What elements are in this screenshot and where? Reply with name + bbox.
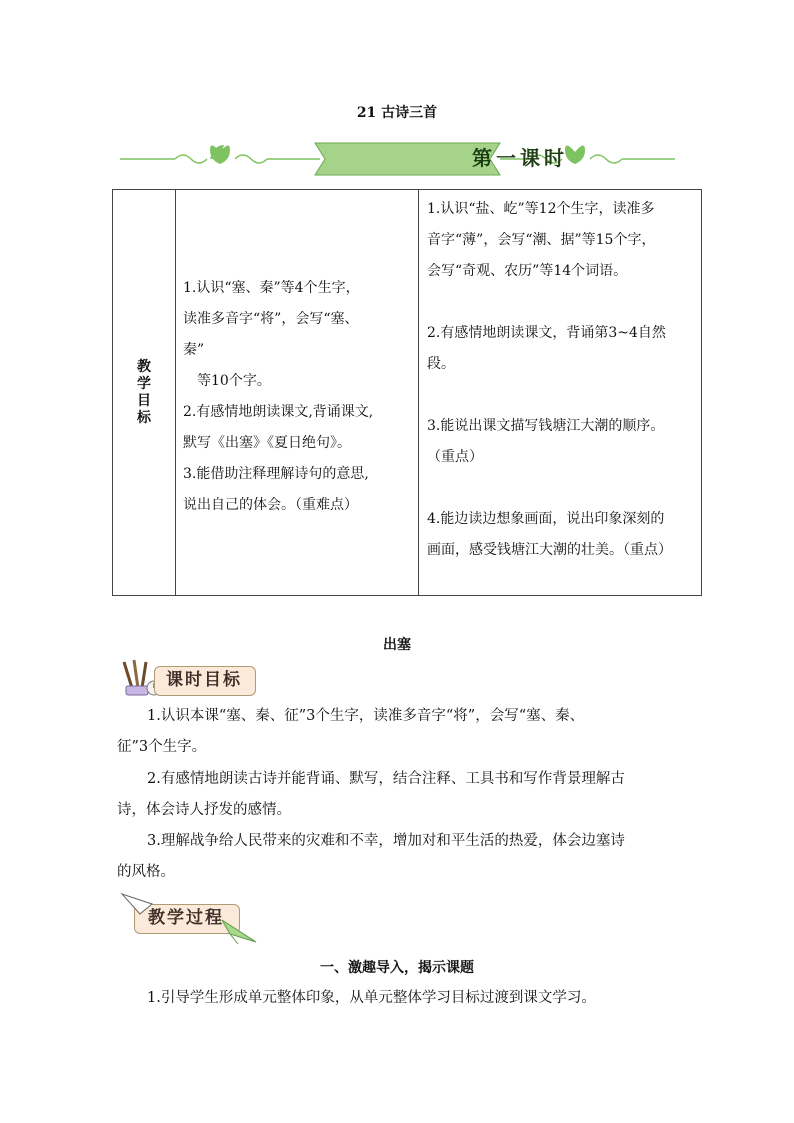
goal-line: 1.认识本课“塞、秦、征”3个生字，读准多音字“将”，会写“塞、秦、 <box>147 708 585 724</box>
objective-line: 1.认识“盐、屹”等12个生字，读准多 <box>427 201 655 217</box>
lesson-banner <box>120 138 675 180</box>
table-row-header-cell <box>113 190 176 596</box>
lesson-goals-label: 课时目标 <box>166 670 242 690</box>
goal-line: 2.有感情地朗读古诗并能背诵、默写，结合注释、工具书和写作背景理解古 <box>147 771 625 787</box>
goal-item <box>117 701 680 763</box>
objective-line: 段。 <box>427 356 455 372</box>
lesson-banner-label: 第一课时 <box>472 146 568 170</box>
objective-line: 4.能边读边想象画面，说出印象深刻的 <box>427 511 665 527</box>
objective-line: 秦” <box>183 342 205 358</box>
goal-line: 3.理解战争给人民带来的灾难和不幸，增加对和平生活的热爱，体会边塞诗 <box>147 833 625 849</box>
objective-line: 音字“薄”，会写“潮、据”等15个字， <box>427 232 656 248</box>
objective-line: 说出自己的体会。（重难点） <box>183 497 358 513</box>
header-char: 目 <box>137 392 151 409</box>
paper-plane-icon <box>118 890 258 946</box>
objective-line: 默写《出塞》《夏日绝句》。 <box>183 435 351 451</box>
objective-line: （重点） <box>427 449 483 465</box>
objective-line: 等10个字。 <box>197 373 271 389</box>
step-item: 1.引导学生形成单元整体印象，从单元整体学习目标过渡到课文学习。 <box>147 990 596 1006</box>
goal-item <box>117 826 680 888</box>
document-title: 21 古诗三首 <box>356 105 438 121</box>
objectives-column-a <box>176 190 419 596</box>
lesson-goals-badge <box>118 658 258 700</box>
header-char: 教 <box>137 358 151 375</box>
step-heading: 一、激趣导入，揭示课题 <box>320 960 474 976</box>
objective-line: 画面，感受钱塘江大潮的壮美。（重点） <box>427 542 672 558</box>
objective-line: 2.有感情地朗读课文，背诵第3~4自然 <box>427 325 666 341</box>
objective-line: 3.能借助注释理解诗句的意思, <box>183 466 369 482</box>
header-char: 学 <box>137 375 151 392</box>
teaching-process-badge <box>118 890 258 946</box>
objectives-column-b <box>419 190 702 596</box>
objective-line: 2.有感情地朗读课文,背诵课文, <box>183 404 374 420</box>
goal-line: 征”3个生字。 <box>117 739 207 755</box>
goal-item <box>117 764 680 826</box>
objective-line: 3.能说出课文描写钱塘江大潮的顺序。 <box>427 418 665 434</box>
objective-line: 1.认识“塞、秦”等4个生字， <box>183 280 360 296</box>
goal-line: 的风格。 <box>117 864 175 880</box>
poem-title: 出塞 <box>383 637 411 653</box>
goal-line: 诗，体会诗人抒发的感情。 <box>117 802 291 818</box>
objectives-table <box>112 189 702 596</box>
vertical-header <box>113 190 175 595</box>
objective-line: 读准多音字“将”，会写“塞、 <box>183 311 359 327</box>
teaching-process-label: 教学过程 <box>148 908 224 928</box>
objective-line: 会写“奇观、农历”等14个词语。 <box>427 263 628 279</box>
header-char: 标 <box>137 409 151 426</box>
